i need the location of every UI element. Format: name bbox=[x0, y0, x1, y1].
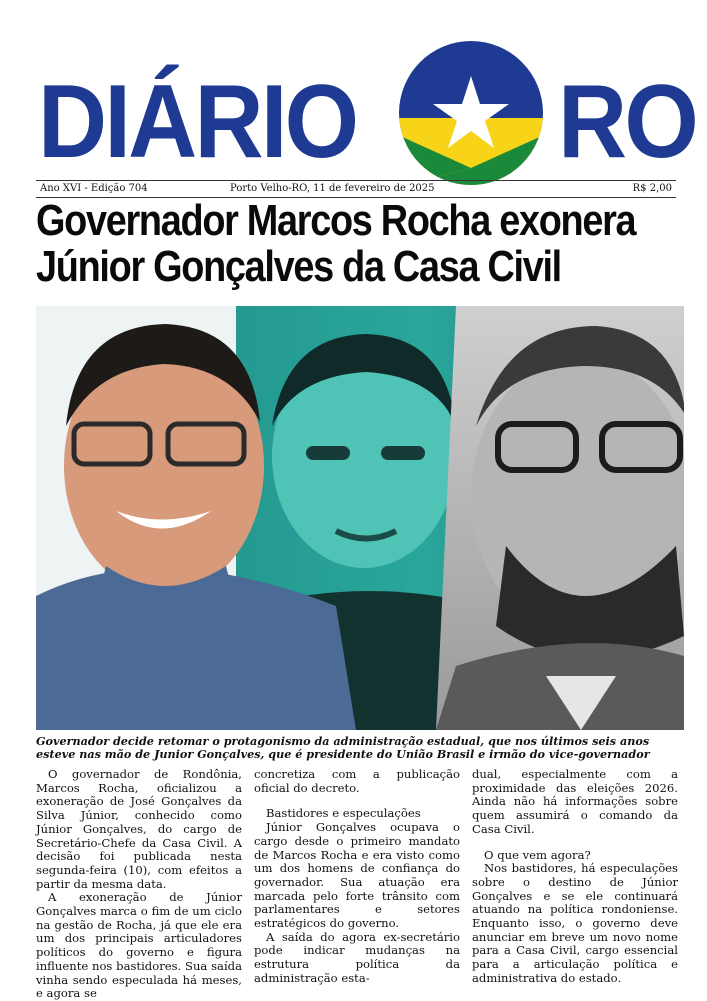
article-body bbox=[36, 767, 684, 1001]
headline bbox=[36, 198, 676, 290]
masthead-title-right: RO bbox=[558, 64, 696, 180]
publication-date: Porto Velho-RO, 11 de fevereiro de 2025 bbox=[230, 183, 435, 194]
headline-line-1: Governador Marcos Rocha exonera bbox=[36, 196, 636, 245]
rondonia-flag-circle-icon bbox=[396, 38, 546, 188]
right-person bbox=[436, 306, 684, 730]
article-column-2 bbox=[254, 768, 460, 986]
section-subhead: Bastidores e especulações bbox=[266, 806, 421, 821]
paragraph: A saída do agora ex-secretário pode indicar mudanças na estrutura política da administração esta- bbox=[254, 929, 460, 985]
section-subhead: O que vem agora? bbox=[484, 847, 591, 862]
photo-caption: Governador decide retomar o protagonismo da administração estadual, que nos últimos seis anos esteve nas mão de Junior Gonçalves, que é presidente do União Brasil e irmão do vice-governador bbox=[36, 734, 650, 761]
edition-number: Ano XVI - Edição 704 bbox=[40, 183, 148, 194]
masthead-title-left: DIÁRIO bbox=[38, 64, 357, 180]
cover-photo-illustration bbox=[36, 306, 684, 730]
cover-photo bbox=[36, 306, 684, 730]
paragraph: A exoneração de Júnior Gonçalves marca o fim de um ciclo na gestão de Rocha, já que ele era um dos principais articuladores políticos do governo e figura influente nos bastidores. Sua saída vinha sendo especulada há meses, e agora se bbox=[36, 890, 242, 1001]
paragraph: dual, especialmente com a proximidade das eleições 2026. Ainda não há informações sobre quem assumirá o comando da Casa Civil. bbox=[472, 767, 678, 836]
paragraph: O governador de Rondônia, Marcos Rocha, oficializou a exoneração de José Gonçalves da Silva Júnior, conhecido como Júnior Gonçalves, do cargo de Secretário-Chefe da Casa Civil. A decisão foi publicada nesta segunda-feira (10), com efeitos a partir da mesma data. bbox=[36, 767, 242, 891]
article-column-1 bbox=[36, 768, 242, 1001]
paragraph: concretiza com a publicação oficial do decreto. bbox=[254, 767, 460, 795]
cover-price: R$ 2,00 bbox=[632, 183, 672, 194]
headline-line-2: Júnior Gonçalves da Casa Civil bbox=[36, 242, 561, 291]
paragraph: Nos bastidores, há especulações sobre o destino de Júnior Gonçalves e se ele continuará atuando na política rondoniense. Enquanto isso, o governo deve anunciar em breve um novo nome para a Casa Civil, cargo essencial para a articulação política e administrativa do estado. bbox=[472, 861, 678, 985]
paragraph: Júnior Gonçalves ocupava o cargo desde o primeiro mandato de Marcos Rocha e era visto como um dos homens de confiança do governador. Sua atuação era marcada pelo forte trânsito com parlamentares e setores estratégicos do governo. bbox=[254, 820, 460, 931]
masthead bbox=[36, 38, 696, 180]
article-column-3 bbox=[472, 768, 678, 986]
